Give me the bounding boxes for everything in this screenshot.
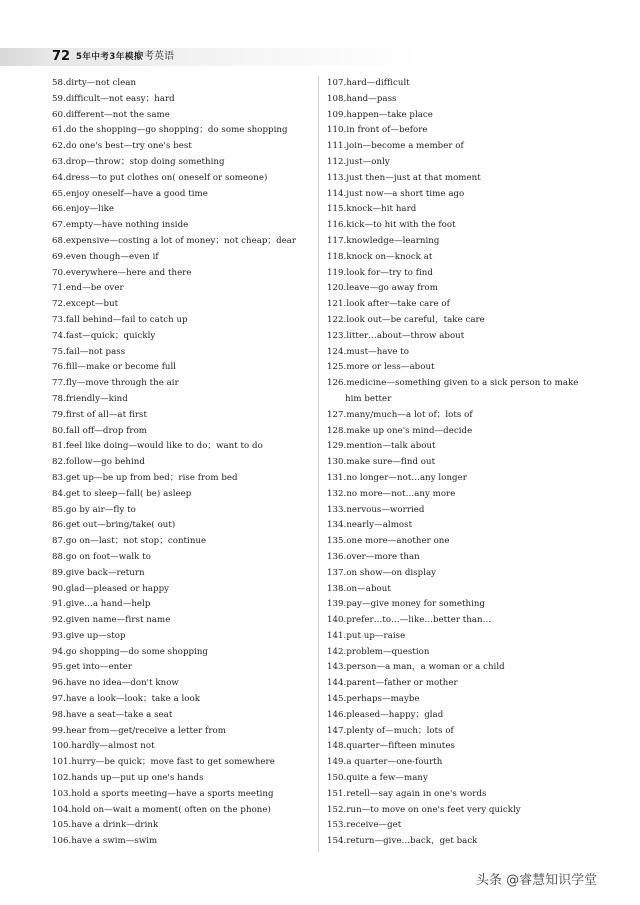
entry-text: 101.hurry—be quick；move fast to get somewhere — [52, 757, 275, 768]
list-item — [52, 834, 314, 850]
list-item — [52, 739, 314, 755]
list-item — [52, 76, 314, 92]
watermark: 头条 @睿慧知识学堂 — [476, 873, 598, 888]
entry-continuation: him better — [345, 393, 392, 404]
entry-text: 118.knock on—knock at — [327, 251, 433, 262]
entry-text: 122.look out—be careful，take care — [327, 314, 485, 325]
entry-text: 65.enjoy oneself—have a good time — [52, 188, 208, 199]
entry-text: 87.go on—last；not stop；continue — [52, 536, 207, 547]
list-item — [52, 266, 314, 282]
entry-text: 73.fall behind—fail to catch up — [52, 314, 188, 325]
entry-text: 145.perhaps—maybe — [327, 694, 420, 705]
entry-text: 150.quite a few—many — [327, 773, 428, 784]
list-item — [327, 281, 595, 297]
entry-text: 84.get to sleep—fall( be) asleep — [52, 488, 192, 499]
list-item — [52, 724, 314, 740]
entry-text: 75.fail—not pass — [52, 346, 126, 357]
list-item — [327, 518, 595, 534]
entry-text: 143.person—a man，a woman or a child — [327, 662, 505, 673]
entry-text: 137.on show—on display — [327, 567, 437, 578]
entry-text: 92.given name—first name — [52, 615, 171, 626]
list-item — [52, 613, 314, 629]
list-item — [327, 439, 595, 455]
list-item — [52, 408, 314, 424]
list-item — [52, 155, 314, 171]
entry-text: 106.have a swim—swim — [52, 836, 158, 847]
entry-text: 129.mention—talk about — [327, 441, 436, 452]
list-item — [52, 660, 314, 676]
entry-text: 126.medicine—something given to a sick person to make — [327, 378, 579, 389]
entry-text: 74.fast—quick；quickly — [52, 330, 156, 341]
list-item — [327, 566, 595, 582]
entry-text: 82.follow—go behind — [52, 457, 145, 468]
list-item — [52, 439, 314, 455]
entry-text: 60.different—not the same — [52, 109, 170, 120]
list-item — [52, 360, 314, 376]
list-item — [327, 108, 595, 124]
entry-text: 138.on—about — [327, 583, 391, 594]
entry-text: 121.look after—take care of — [327, 299, 450, 310]
entry-text: 105.have a drink—drink — [52, 820, 159, 831]
list-item — [327, 139, 595, 155]
list-item — [327, 629, 595, 645]
entry-text: 86.get out—bring/take( out) — [52, 520, 176, 531]
entry-text: 93.give up—stop — [52, 630, 126, 641]
entry-text: 104.hold on—wait a moment( often on the phone) — [52, 804, 271, 815]
list-item — [327, 234, 595, 250]
entry-text: 66.enjoy—like — [52, 204, 115, 215]
entry-text: 79.first of all—at first — [52, 409, 148, 420]
entry-text: 72.except—but — [52, 299, 119, 310]
entry-text: 78.friendly—kind — [52, 393, 128, 404]
list-item — [327, 218, 595, 234]
entry-text: 135.one more—another one — [327, 536, 450, 547]
entry-text: 77.fly—move through the air — [52, 378, 179, 389]
list-item — [52, 281, 314, 297]
entry-text: 63.drop—throw；stop doing something — [52, 156, 225, 167]
list-item — [327, 171, 595, 187]
entry-text: 109.happen—take place — [327, 109, 433, 120]
entry-text: 91.give…a hand—help — [52, 599, 151, 610]
entry-text: 131.no longer—not…any longer — [327, 472, 467, 483]
entry-text: 116.kick—to hit with the foot — [327, 220, 456, 231]
list-item — [52, 376, 314, 392]
entry-text: 99.hear from—get/receive a letter from — [52, 725, 226, 736]
entry-text: 70.everywhere—here and there — [52, 267, 192, 278]
entry-text: 142.problem—question — [327, 646, 430, 657]
list-item — [52, 345, 314, 361]
entry-text: 90.glad—pleased or happy — [52, 583, 170, 594]
list-item — [327, 550, 595, 566]
list-item — [52, 503, 314, 519]
list-item — [52, 771, 314, 787]
entry-text: 89.give back—return — [52, 567, 145, 578]
list-item — [52, 392, 314, 408]
list-item — [52, 250, 314, 266]
entry-text: 148.quarter—fifteen minutes — [327, 741, 455, 752]
entry-text: 97.have a look—look；take a look — [52, 694, 200, 705]
list-item — [52, 629, 314, 645]
list-item — [52, 818, 314, 834]
list-item — [327, 645, 595, 661]
entry-text: 83.get up—be up from bed；rise from bed — [52, 472, 238, 483]
entry-text: 141.put up—raise — [327, 630, 406, 641]
list-item — [327, 155, 595, 171]
entry-text: 136.over—more than — [327, 551, 420, 562]
list-item — [52, 171, 314, 187]
entry-text: 114.just now—a short time ago — [327, 188, 465, 199]
list-item — [327, 92, 595, 108]
entry-text: 69.even though—even if — [52, 251, 159, 262]
list-item — [52, 645, 314, 661]
list-item — [327, 660, 595, 676]
entry-text: 64.dress—to put clothes on( oneself or someone) — [52, 172, 268, 183]
list-item — [327, 329, 595, 345]
entry-text: 100.hardly—almost not — [52, 741, 155, 752]
entry-text: 85.go by air—fly to — [52, 504, 136, 515]
page-number: 72 — [52, 49, 71, 64]
list-item — [52, 787, 314, 803]
list-item — [52, 108, 314, 124]
list-item — [327, 266, 595, 282]
entry-text: 59.difficult—not easy；hard — [52, 93, 175, 104]
entry-text: 149.a quarter—one-fourth — [327, 757, 443, 768]
list-item — [327, 771, 595, 787]
entry-text: 134.nearly—almost — [327, 520, 413, 531]
list-item — [327, 345, 595, 361]
entry-text: 146.pleased—happy；glad — [327, 709, 444, 720]
entry-text: 144.parent—father or mother — [327, 678, 458, 689]
entry-text: 76.fill—make or become full — [52, 362, 177, 373]
entry-text: 154.return—give…back，get back — [327, 836, 478, 847]
entry-text: 96.have no idea—don't know — [52, 678, 179, 689]
subject-title: 中考英语 — [134, 51, 174, 62]
list-item — [327, 408, 595, 424]
list-item — [327, 692, 595, 708]
entry-text: 58.dirty—not clean — [52, 78, 137, 88]
entry-text: 124.must—have to — [327, 346, 410, 357]
list-item — [327, 708, 595, 724]
entry-text: 62.do one's best—try one's best — [52, 141, 192, 152]
list-item — [327, 582, 595, 598]
entry-text: 113.just then—just at that moment — [327, 172, 481, 183]
list-item — [52, 518, 314, 534]
entry-text: 102.hands up—put up one's hands — [52, 773, 204, 784]
list-item — [327, 803, 595, 819]
list-item — [327, 755, 595, 771]
entry-text: 88.go on foot—walk to — [52, 551, 151, 562]
entry-text: 80.fall off—drop from — [52, 425, 148, 436]
list-item — [327, 487, 595, 503]
list-item — [52, 123, 314, 139]
entry-text: 94.go shopping—do some shopping — [52, 646, 208, 657]
list-item — [327, 818, 595, 834]
list-item — [327, 724, 595, 740]
entry-text: 98.have a seat—take a seat — [52, 709, 173, 720]
list-item — [327, 787, 595, 803]
right-column-list — [327, 76, 595, 850]
entry-text: 153.receive—get — [327, 820, 402, 831]
list-item — [327, 187, 595, 203]
entry-text: 115.knock—hit hard — [327, 204, 417, 215]
list-item — [327, 676, 595, 692]
list-item — [52, 676, 314, 692]
left-column-list — [52, 76, 314, 850]
list-item — [52, 487, 314, 503]
list-item — [52, 218, 314, 234]
list-item — [327, 123, 595, 139]
entry-text: 103.hold a sports meeting—have a sports meeting — [52, 788, 274, 799]
entry-text: 68.expensive—costing a lot of money；not cheap；dear — [52, 235, 297, 246]
list-item — [52, 755, 314, 771]
entry-text: 110.in front of—before — [327, 125, 428, 136]
entry-text: 81.feel like doing—would like to do；want to do — [52, 441, 263, 452]
entry-text: 140.prefer…to…—like…better than… — [327, 615, 492, 626]
entry-text: 95.get into—enter — [52, 662, 133, 673]
list-item — [327, 834, 595, 850]
list-item — [52, 803, 314, 819]
entry-text: 108.hand—pass — [327, 93, 397, 104]
page-header — [0, 48, 640, 68]
list-item — [52, 534, 314, 550]
list-item — [52, 597, 314, 613]
entry-text: 120.leave—go away from — [327, 283, 438, 294]
list-item — [52, 234, 314, 250]
list-item — [52, 92, 314, 108]
list-item — [327, 376, 595, 408]
entry-text: 139.pay—give money for something — [327, 599, 486, 610]
entry-text: 133.nervous—worried — [327, 504, 425, 515]
list-item — [327, 534, 595, 550]
list-item — [327, 360, 595, 376]
list-item — [327, 597, 595, 613]
entry-text: 127.many/much—a lot of；lots of — [327, 409, 473, 420]
list-item — [327, 202, 595, 218]
list-item — [327, 503, 595, 519]
list-item — [52, 313, 314, 329]
entry-text: 128.make up one's mind—decide — [327, 425, 473, 436]
list-item — [52, 139, 314, 155]
entry-text: 125.more or less—about — [327, 362, 435, 373]
list-item — [327, 471, 595, 487]
entry-text: 151.retell—say again in one's words — [327, 788, 487, 799]
entry-text: 67.empty—have nothing inside — [52, 220, 189, 231]
list-item — [327, 313, 595, 329]
list-item — [52, 692, 314, 708]
entry-text: 71.end—be over — [52, 283, 124, 294]
list-item — [52, 455, 314, 471]
entry-text: 147.plenty of—much；lots of — [327, 725, 454, 736]
list-item — [327, 250, 595, 266]
list-item — [327, 424, 595, 440]
list-item — [52, 329, 314, 345]
entry-text: 123.litter…about—throw about — [327, 330, 465, 341]
list-item — [327, 455, 595, 471]
list-item — [52, 550, 314, 566]
entry-text: 112.just—only — [327, 156, 390, 167]
entry-text: 132.no more—not…any more — [327, 488, 456, 499]
list-item — [52, 187, 314, 203]
column-divider — [318, 76, 319, 852]
entry-text: 130.make sure—find out — [327, 457, 436, 468]
list-item — [327, 76, 595, 92]
entry-text: 152.run—to move on one's feet very quickly — [327, 804, 521, 815]
entry-text: 107.hard—difficult — [327, 78, 410, 88]
entry-text: 111.join—become a member of — [327, 141, 464, 152]
list-item — [52, 566, 314, 582]
entry-text: 61.do the shopping—go shopping；do some shopping — [52, 125, 288, 136]
list-item — [52, 708, 314, 724]
list-item — [52, 202, 314, 218]
entry-text: 117.knowledge—learning — [327, 235, 440, 246]
list-item — [52, 424, 314, 440]
list-item — [52, 297, 314, 313]
list-item — [327, 739, 595, 755]
entry-text: 119.look for—try to find — [327, 267, 433, 278]
book-title: 5年中考3年模拟 — [76, 52, 143, 62]
list-item — [52, 471, 314, 487]
list-item — [327, 613, 595, 629]
list-item — [52, 582, 314, 598]
list-item — [327, 297, 595, 313]
